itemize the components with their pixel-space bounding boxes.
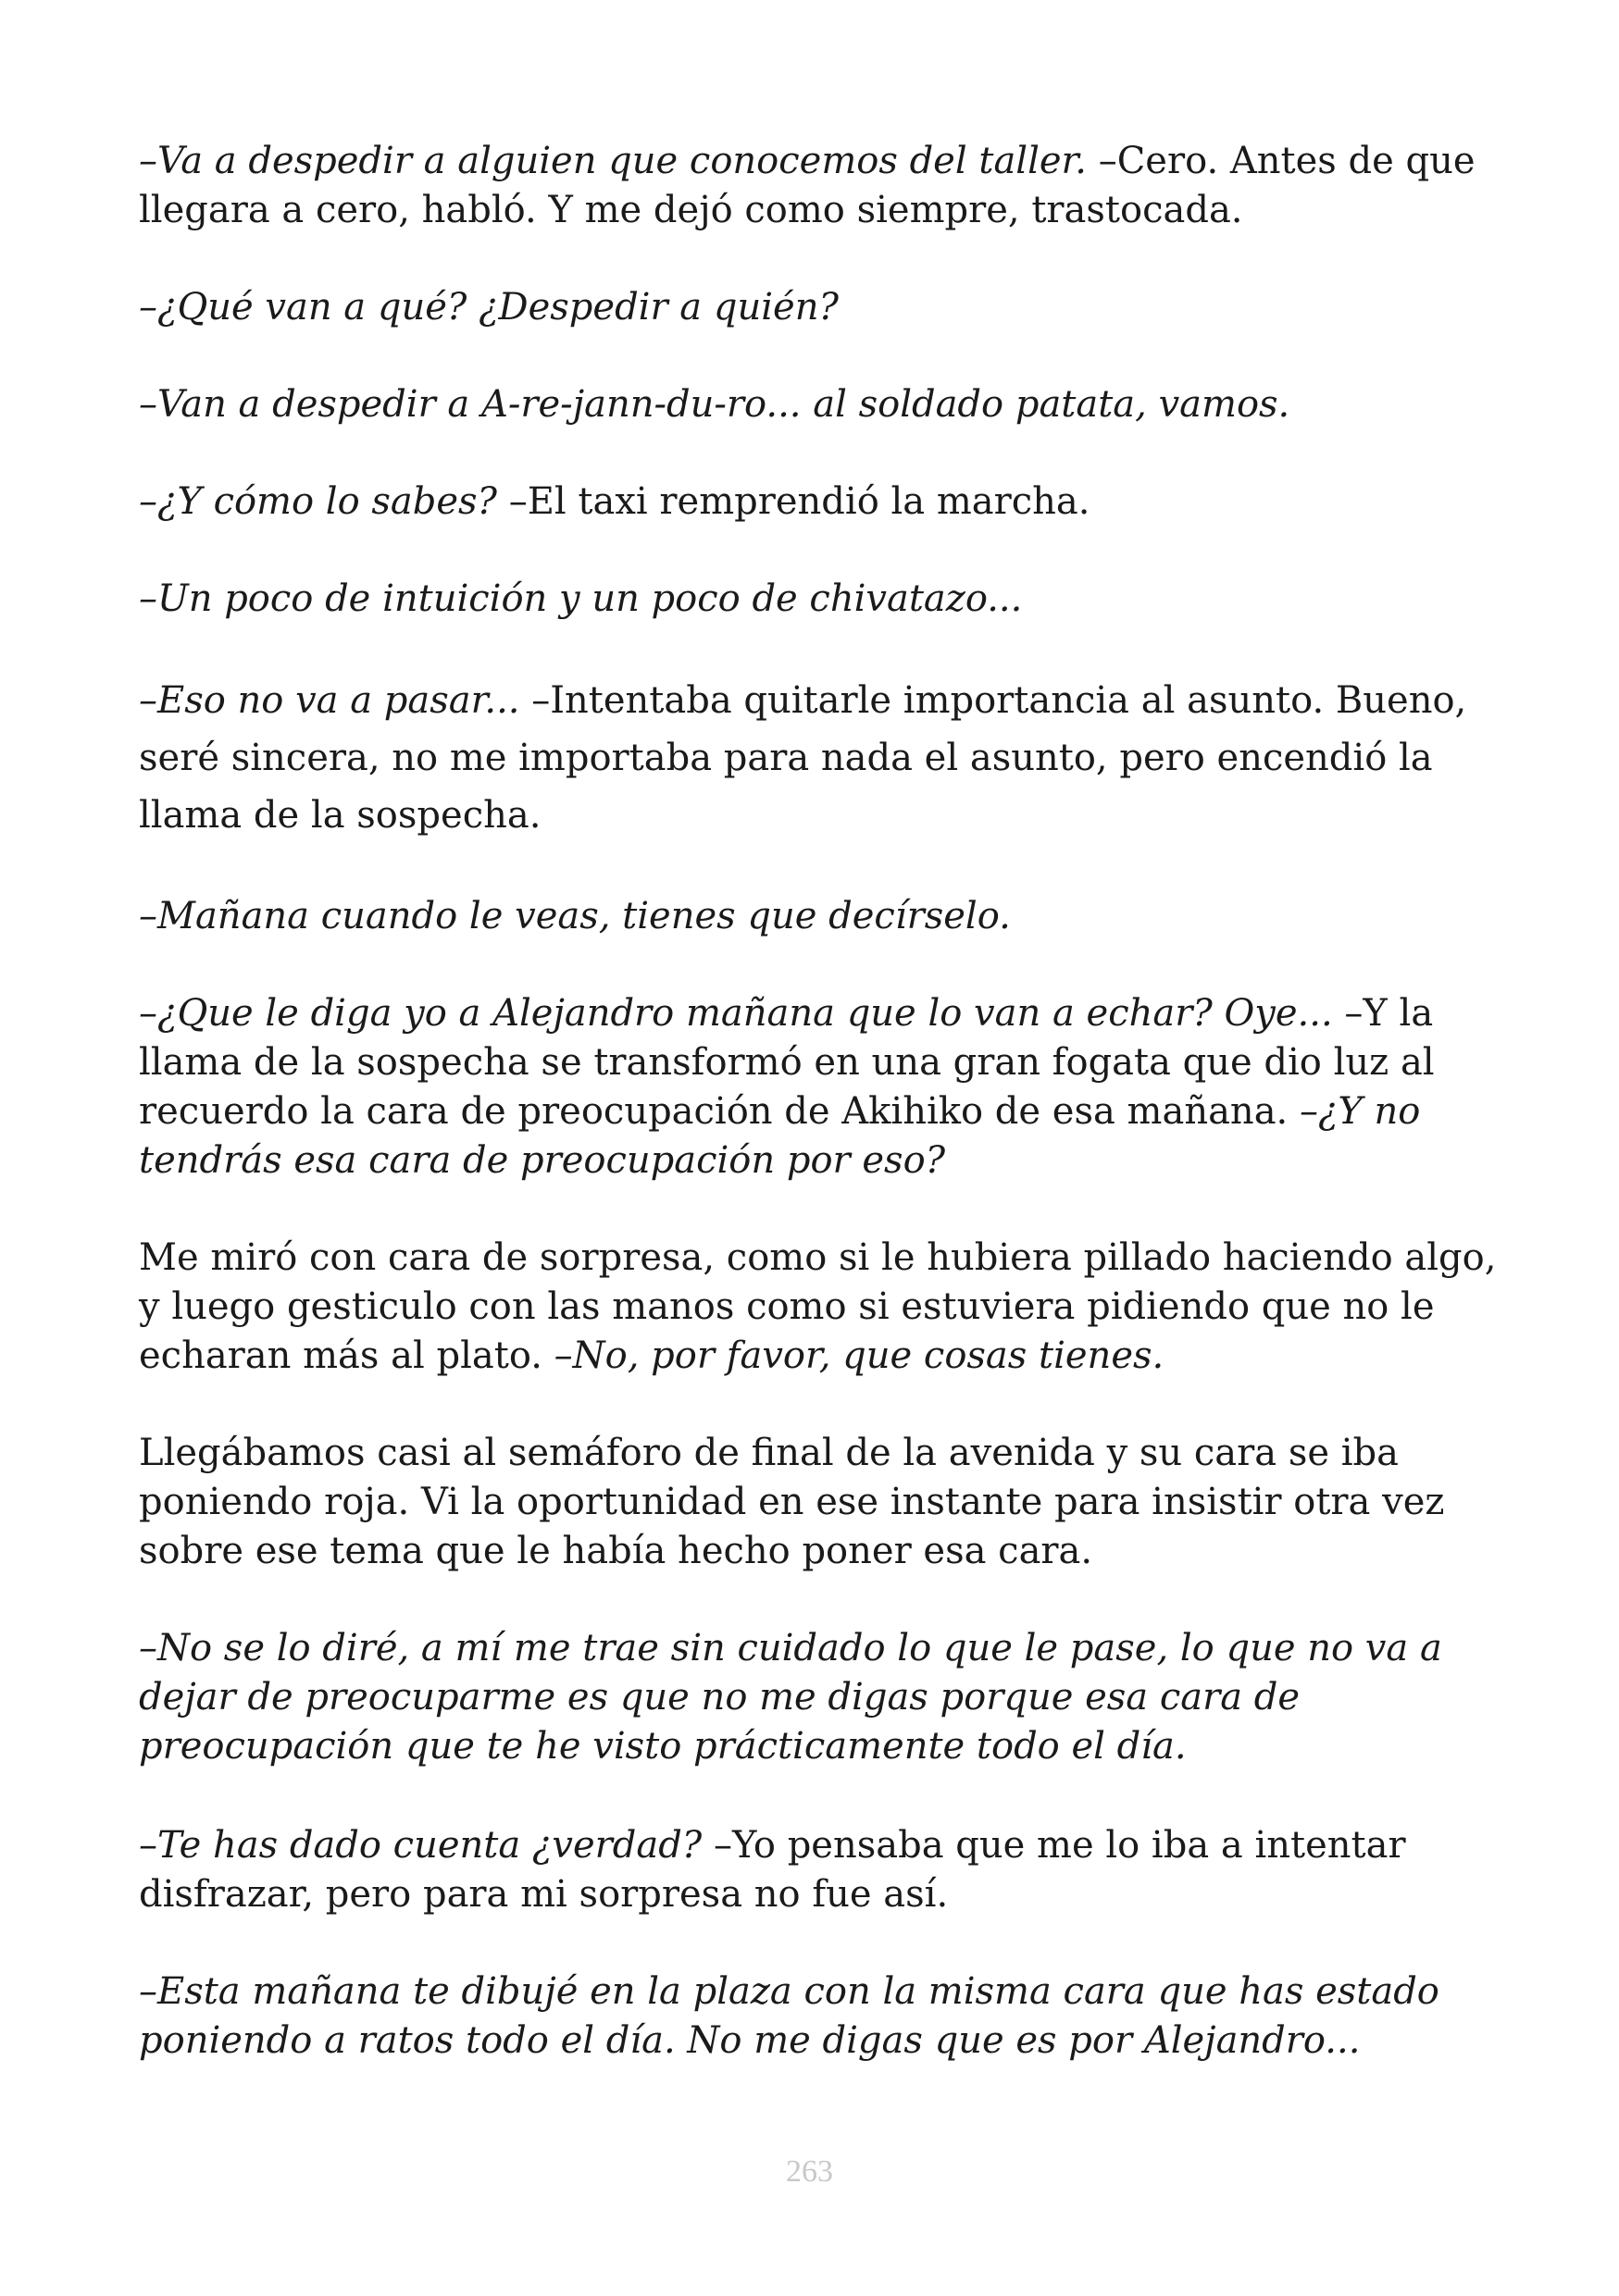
paragraph-9	[139, 1234, 1500, 1381]
paragraph-7	[139, 892, 1500, 941]
paragraph-1	[139, 137, 1500, 235]
dialogue-italic: –Te has dado cuenta ¿verdad?	[139, 1824, 703, 1867]
paragraph-2	[139, 283, 1500, 332]
dialogue-italic: –¿Y no tendrás esa cara de preocupación por eso?	[139, 1090, 1421, 1182]
narration: –Y la llama de la sospecha se transformó en una gran fogata que dio luz al recuerdo la cara de preocupación de Akihiko de esa mañana.	[139, 992, 1435, 1133]
page-number: 263	[786, 2154, 833, 2189]
dialogue-italic: –Va a despedir a alguien que conocemos del taller.	[139, 140, 1087, 182]
narration: Llegábamos casi al semáforo de final de la avenida y su cara se iba poniendo roja. Vi la oportunidad en ese instante para insistir otra vez sobre ese tema que le había hecho poner esa cara.	[139, 1432, 1445, 1572]
dialogue-italic: –¿Que le diga yo a Alejandro mañana que lo van a echar? Oye...	[139, 992, 1333, 1035]
paragraph-3	[139, 380, 1500, 429]
dialogue-italic: –Esta mañana te dibujé en la plaza con la misma cara que has estado poniendo a ratos todo el día. No me digas que es por Alejandro...	[139, 1970, 1439, 2062]
narration: Me miró con cara de sorpresa, como si le hubiera pillado haciendo algo, y luego gesticulo con las manos como si estuviera pidiendo que no le echaran más al plato.	[139, 1236, 1497, 1377]
narration: –Intentaba quitarle importancia al asunto. Bueno, seré sincera, no me importaba para nada el asunto, pero encendió la llama de la sospecha.	[139, 679, 1467, 837]
dialogue-italic: –Eso no va a pasar...	[139, 679, 520, 722]
paragraph-11	[139, 1624, 1500, 1771]
dialogue-italic: –Van a despedir a A-re-jann-du-ro... al soldado patata, vamos.	[139, 383, 1290, 426]
dialogue-italic: –¿Y cómo lo sabes?	[139, 480, 497, 523]
paragraph-10	[139, 1429, 1500, 1576]
dialogue-italic: –No se lo diré, a mí me trae sin cuidado lo que le pase, lo que no va a dejar de preocuparme es que no me digas porque esa cara de preocupación que te he visto prácticamente todo el día.	[139, 1627, 1442, 1768]
paragraph-5	[139, 575, 1500, 624]
page-body	[139, 137, 1500, 2066]
dialogue-italic: –Un poco de intuición y un poco de chivatazo...	[139, 577, 1023, 620]
dialogue-italic: –¿Qué van a qué? ¿Despedir a quién?	[139, 286, 839, 329]
paragraph-13	[139, 1967, 1500, 2066]
narration: –Yo pensaba que me lo iba a intentar disfrazar, pero para mi sorpresa no fue así.	[139, 1824, 1406, 1916]
dialogue-italic: –No, por favor, que cosas tienes.	[554, 1334, 1164, 1377]
dialogue-italic: –Mañana cuando le veas, tienes que decírselo.	[139, 895, 1011, 937]
narration: –Cero. Antes de que llegara a cero, habló. Y me dejó como siempre, trastocada.	[139, 140, 1476, 231]
paragraph-4	[139, 478, 1500, 527]
paragraph-8	[139, 989, 1500, 1185]
paragraph-12	[139, 1821, 1500, 1919]
paragraph-6	[139, 672, 1500, 844]
narration: –El taxi remprendió la marcha.	[497, 480, 1090, 523]
